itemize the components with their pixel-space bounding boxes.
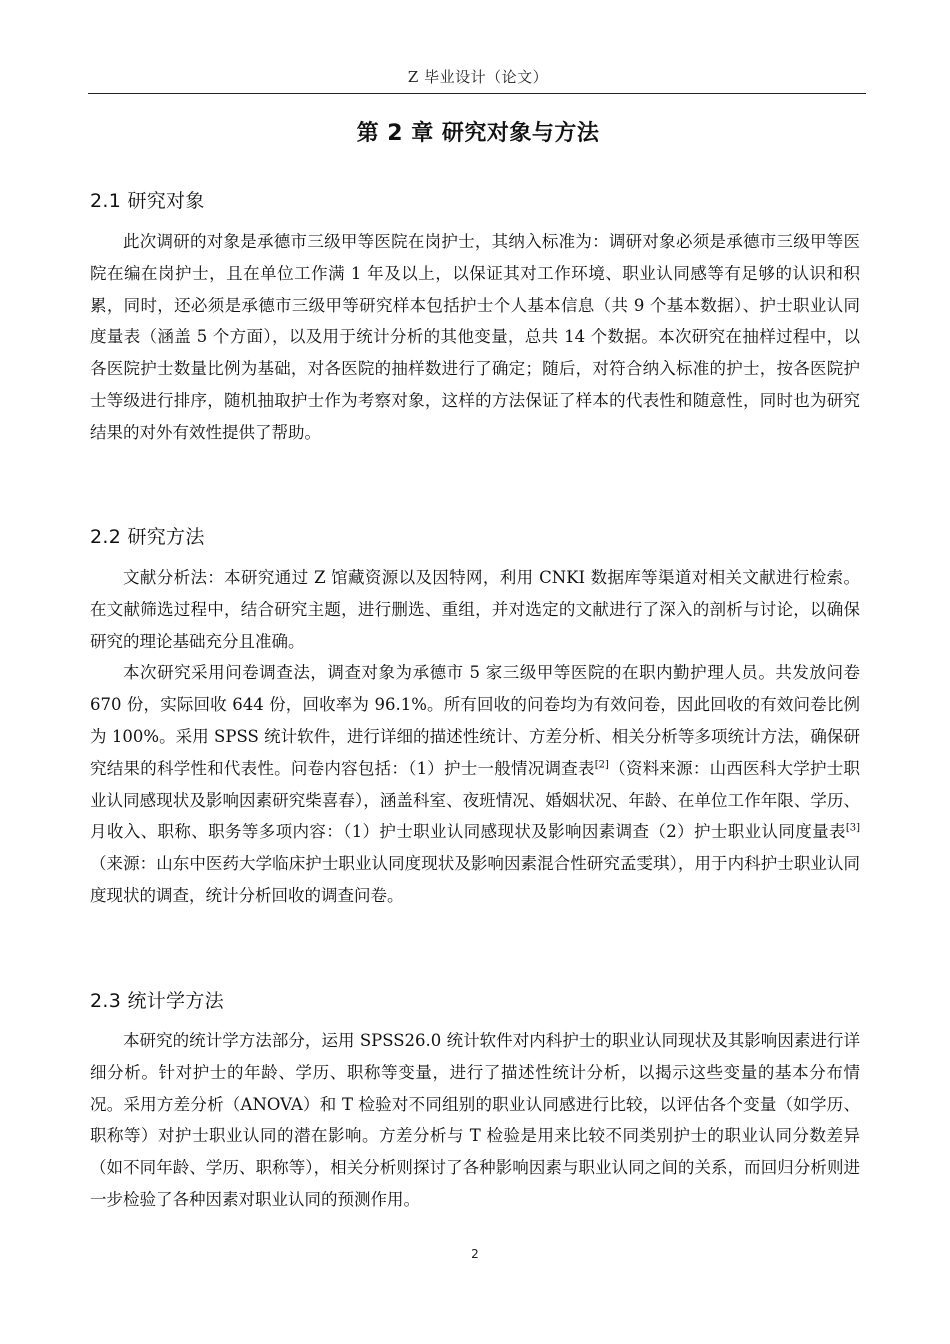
running-header: Z 毕业设计（论文） bbox=[407, 68, 549, 86]
section-2-1-body bbox=[90, 226, 860, 449]
section-heading-2-2: 2.2 研究方法 bbox=[90, 526, 205, 548]
citation-ref-2: [2] bbox=[594, 759, 609, 771]
chapter-title: 第 2 章 研究对象与方法 bbox=[356, 121, 600, 146]
page-number: 2 bbox=[471, 1247, 479, 1261]
questionnaire-text-part1: 本次研究采用问卷调查法，调查对象为承德市 5 家三级甲等医院的在职内勤护理人员。共发放问卷 670 份，实际回收 644 份，回收率为 96.1%。所有回收的问卷均为有效问卷，因此回收的有效问卷比例为 100%。采用 SPSS 统计软件，进行详细的描述性统计、方差分析、相关分析等多项统计方法，确保研究结果的科学性和代表性。问卷内容包括：（1）护士一般情况调查表 bbox=[90, 663, 860, 778]
questionnaire-text-part3: （来源：山东中医药大学临床护士职业认同度现状及影响因素混合性研究孟雯琪），用于内科护士职业认同度现状的调查，统计分析回收的调查问卷。 bbox=[90, 854, 860, 905]
paragraph-questionnaire-method bbox=[90, 657, 860, 911]
questionnaire-text-part2: （资料来源：山西医科大学护士职业认同感现状及影响因素研究柴喜春），涵盖科室、夜班情况、婚姻状况、年龄、在单位工作年限、学历、月收入、职称、职务等多项内容：（1）护士职业认同感现状及影响因素调查（2）护士职业认同度量表 bbox=[90, 758, 861, 842]
paragraph-statistical-methods: 本研究的统计学方法部分，运用 SPSS26.0 统计软件对内科护士的职业认同现状及其影响因素进行详细分析。针对护士的年龄、学历、职称等变量，进行了描述性统计分析，以揭示这些变量的基本分布情况。采用方差分析（ANOVA）和 T 检验对不同组别的职业认同感进行比较，以评估各个变量（如学历、职称等）对护士职业认同的潜在影响。方差分析与 T 检验是用来比较不同类别护士的职业认同分数差异（如不同年龄、学历、职称等），相关分析则探讨了各种影响因素与职业认同之间的关系，而回归分析则进一步检验了各种因素对职业认同的预测作用。 bbox=[90, 1031, 860, 1209]
section-2-2-body bbox=[90, 562, 860, 912]
citation-ref-3: [3] bbox=[845, 822, 860, 834]
section-heading-2-1: 2.1 研究对象 bbox=[90, 190, 205, 212]
header-rule bbox=[88, 93, 866, 94]
section-heading-2-3: 2.3 统计学方法 bbox=[90, 990, 224, 1012]
section-2-3-body bbox=[90, 1025, 860, 1216]
paragraph-literature-analysis: 文献分析法：本研究通过 Z 馆藏资源以及因特网，利用 CNKI 数据库等渠道对相关文献进行检索。在文献筛选过程中，结合研究主题，进行删选、重组，并对选定的文献进行了深入的剖析与讨论，以确保研究的理论基础充分且准确。 bbox=[90, 568, 860, 651]
paragraph-research-subjects: 此次调研的对象是承德市三级甲等医院在岗护士，其纳入标准为：调研对象必须是承德市三级甲等医院在编在岗护士，且在单位工作满 1 年及以上，以保证其对工作环境、职业认同感等有足够的认识和积累，同时，还必须是承德市三级甲等研究样本包括护士个人基本信息（共 9 个基本数据）、护士职业认同度量表（涵盖 5 个方面），以及用于统计分析的其他变量，总共 14 个数据。本次研究在抽样过程中，以各医院护士数量比例为基础，对各医院的抽样数进行了确定；随后，对符合纳入标准的护士，按各医院护士等级进行排序，随机抽取护士作为考察对象，这样的方法保证了样本的代表性和随意性，同时也为研究结果的对外有效性提供了帮助。 bbox=[90, 232, 860, 442]
